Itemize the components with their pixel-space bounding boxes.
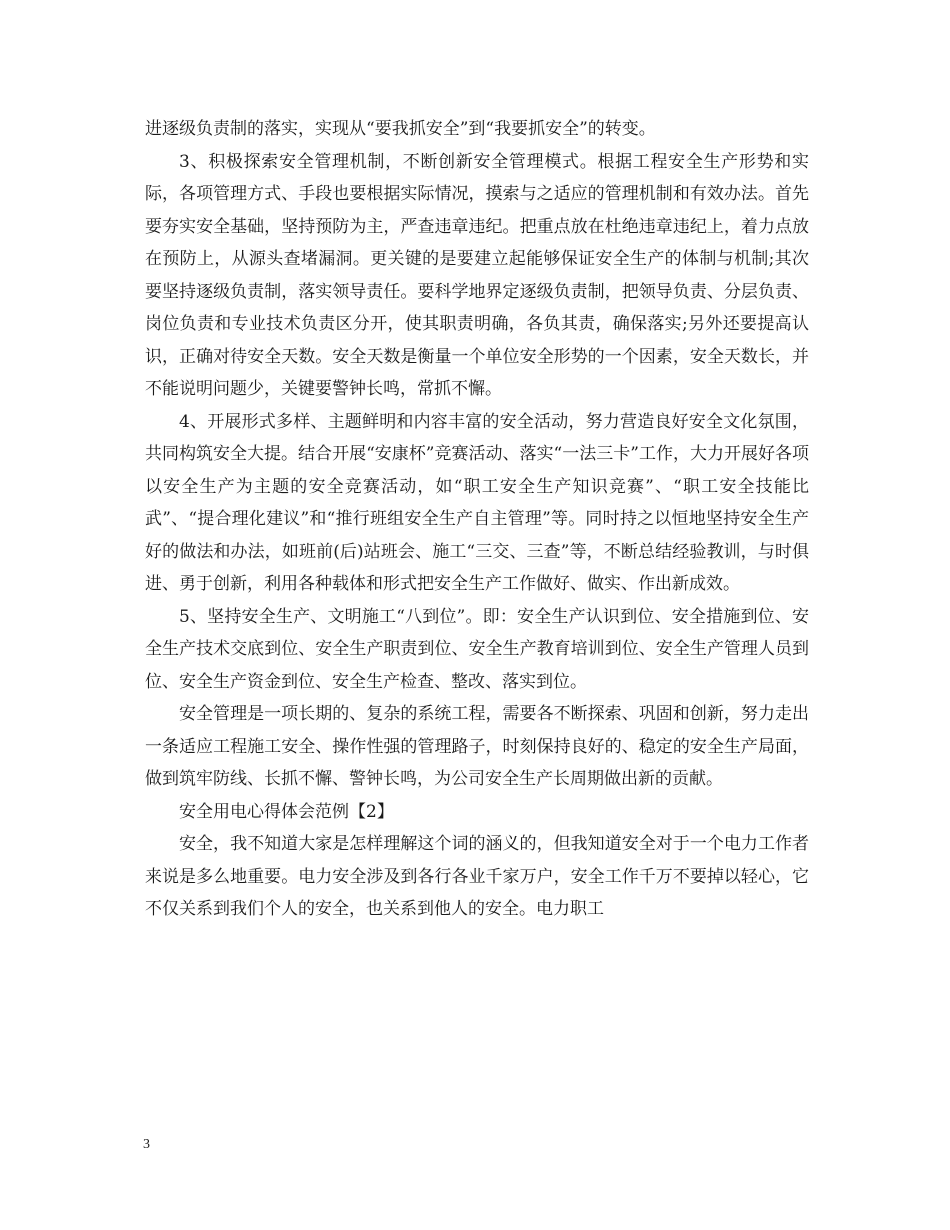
- paragraph-continuation: 进逐级负责制的落实，实现从“要我抓安全”到“我要抓安全”的转变。: [145, 119, 656, 139]
- paragraph-item-5: 5、坚持安全生产、文明施工“八到位”。即：安全生产认识到位、安全措施到位、安全生产技术交底到位、安全生产职责到位、安全生产教育培训到位、安全生产管理人员到位、安全生产资金到位、安全生产检查、整改、落实到位。: [145, 606, 809, 692]
- paragraph-conclusion: 安全管理是一项长期的、复杂的系统工程，需要各不断探索、巩固和创新，努力走出一条适应工程施工安全、操作性强的管理路子，时刻保持良好的、稳定的安全生产局面，做到筑牢防线、长抓不懈、警钟长鸣，为公司安全生产长周期做出新的贡献。: [145, 704, 809, 789]
- document-body: [145, 113, 809, 926]
- section-heading: 安全用电心得体会范例【2】: [179, 801, 394, 822]
- page-number: 3: [143, 1137, 150, 1152]
- paragraph-item-3: 3、积极探索安全管理机制，不断创新安全管理模式。根据工程安全生产形势和实际，各项管理方式、手段也要根据实际情况，摸索与之适应的管理机制和有效办法。首先要夯实安全基础，坚持预防为主，严查违章违纪。把重点放在杜绝违章违纪上，着力点放在预防上，从源头查堵漏洞。更关键的是要建立起能够保证安全生产的体制与机制;其次要坚持逐级负责制，落实领导责任。要科学地界定逐级负责制，把领导负责、分层负责、岗位负责和专业技术负责区分开，使其职责明确，各负其责，确保落实;另外还要提高认识，正确对待安全天数。安全天数是衡量一个单位安全形势的一个因素，安全天数长，并不能说明问题少，关键要警钟长鸣，常抓不懈。: [145, 151, 809, 399]
- paragraph-intro: 安全，我不知道大家是怎样理解这个词的涵义的，但我知道安全对于一个电力工作者来说是多么地重要。电力安全涉及到各行各业千家万户，安全工作千万不要掉以轻心，它不仅关系到我们个人的安全，也关系到他人的安全。电力职工: [145, 834, 809, 919]
- paragraph-item-4: 4、开展形式多样、主题鲜明和内容丰富的安全活动，努力营造良好安全文化氛围，共同构筑安全大提。结合开展“安康杯”竞赛活动、落实“一法三卡”工作，大力开展好各项以安全生产为主题的安全竞赛活动，如“职工安全生产知识竞赛”、“职工安全技能比武”、“提合理化建议”和“推行班组安全生产自主管理”等。同时持之以恒地坚持安全生产好的做法和办法，如班前(后)站班会、施工“三交、三查”等，不断总结经验教训，与时俱进、勇于创新，利用各种载体和形式把安全生产工作做好、做实、作出新成效。: [145, 411, 809, 594]
